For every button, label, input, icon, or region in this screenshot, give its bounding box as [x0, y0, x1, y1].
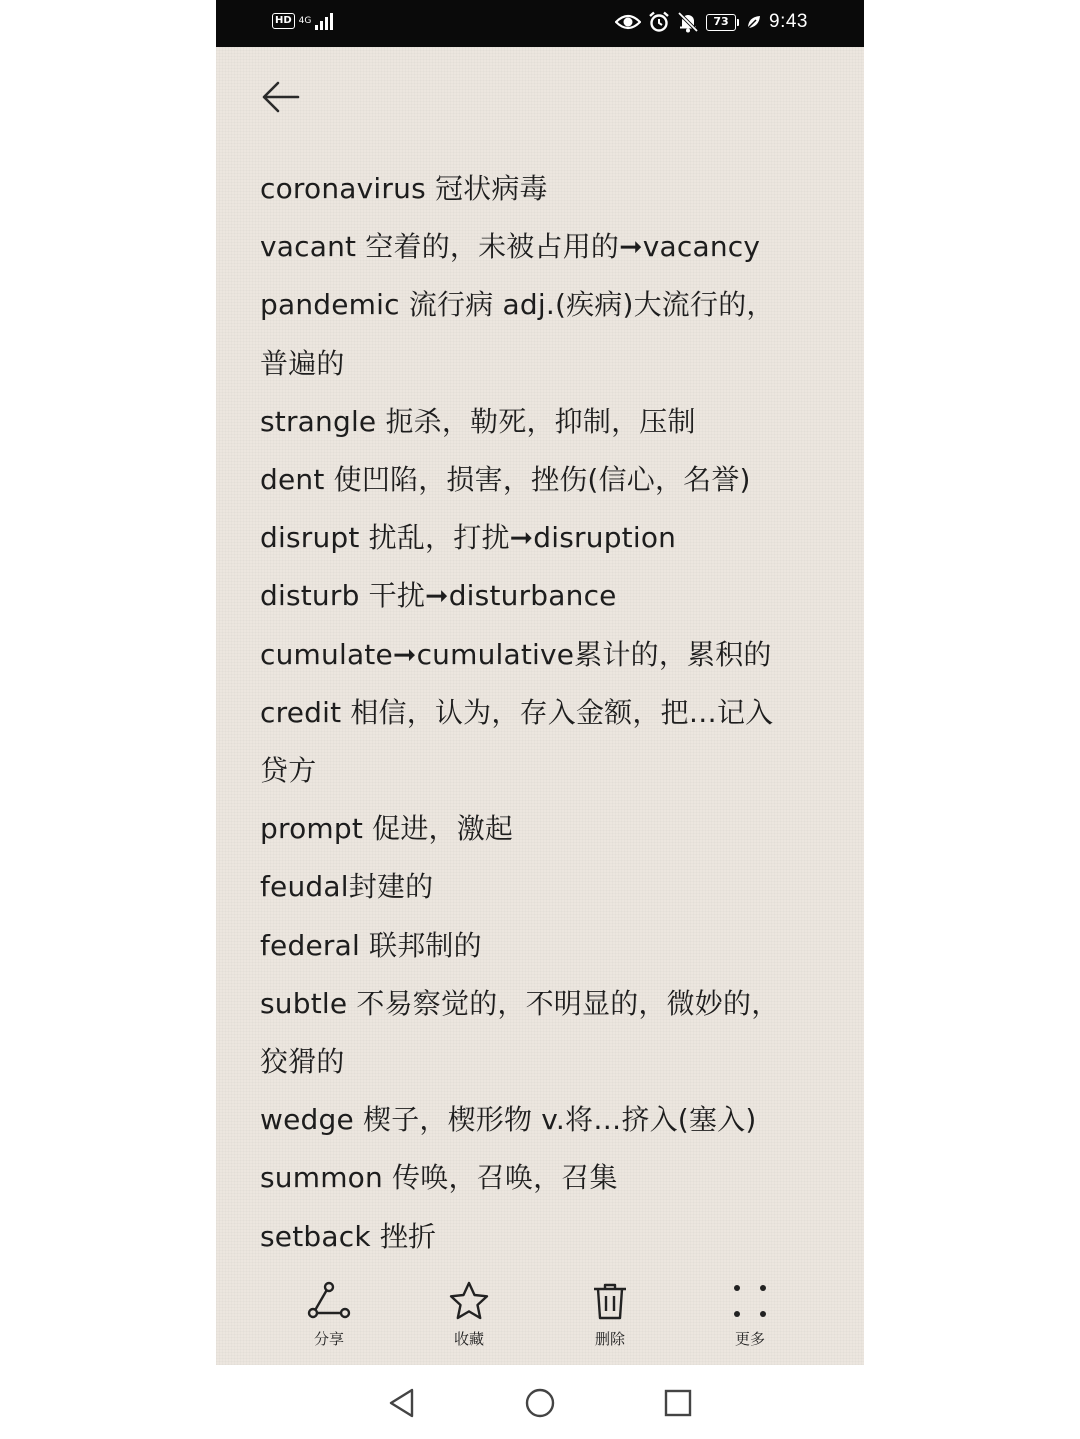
note-line: 狡猾的 [260, 1045, 345, 1079]
note-line: 贷方 [260, 754, 317, 788]
share-icon [307, 1281, 351, 1321]
note-line: federal 联邦制的 [260, 928, 482, 962]
note-line: subtle 不易察觉的，不明显的，微妙的， [260, 986, 780, 1020]
note-line: coronavirus 冠状病毒 [260, 172, 548, 205]
note-content[interactable] [260, 160, 830, 1266]
circle-home-icon [524, 1387, 556, 1419]
square-recents-icon [663, 1388, 693, 1418]
share-label: 分享 [313, 1330, 344, 1348]
favorite-label: 收藏 [453, 1330, 484, 1348]
signal-icon [315, 12, 333, 30]
note-line: cumulate➞cumulative累计的，累积的 [260, 637, 772, 671]
back-button[interactable] [256, 75, 304, 119]
star-icon [448, 1281, 490, 1321]
trash-icon [591, 1281, 629, 1321]
network-type [299, 17, 312, 26]
favorite-button[interactable] [419, 1230, 519, 1365]
battery-tip [737, 19, 739, 26]
mute-bell-icon [677, 11, 699, 33]
note-line: prompt 促进，激起 [260, 812, 514, 846]
nav-back-button[interactable] [378, 1379, 426, 1427]
share-button[interactable] [279, 1230, 379, 1365]
note-line: disrupt 扰乱，打扰➞disruption [260, 521, 677, 555]
triangle-back-icon [387, 1387, 417, 1419]
arrow-left-icon [260, 80, 300, 114]
battery-level: 73 [706, 14, 736, 31]
note-line: disturb 干扰➞disturbance [260, 579, 617, 613]
system-nav-bar [216, 1365, 864, 1439]
note-line: setback 挫折 [260, 1219, 437, 1253]
hd-badge: HD [272, 13, 295, 29]
power-saving-leaf-icon [746, 14, 762, 30]
note-line: feudal封建的 [260, 870, 434, 904]
more-button[interactable] [700, 1230, 800, 1365]
delete-button[interactable] [560, 1230, 660, 1365]
note-line: wedge 楔子，楔形物 v.将…挤入(塞入) [260, 1103, 757, 1137]
network-label: 4G [298, 15, 312, 26]
status-left [272, 12, 333, 30]
note-line: vacant 空着的，未被占用的➞vacancy [260, 230, 761, 264]
status-time: 9:43 [769, 11, 808, 32]
note-line: credit 相信，认为，存入金额，把…记入 [260, 695, 774, 729]
note-line: pandemic 流行病 adj.(疾病)大流行的， [260, 288, 775, 322]
status-right [615, 11, 808, 33]
note-area[interactable] [216, 47, 864, 1365]
eye-comfort-icon [615, 12, 641, 32]
note-line: summon 传唤，召唤，召集 [260, 1161, 618, 1195]
bottom-toolbar [216, 1230, 864, 1365]
delete-label: 删除 [594, 1330, 625, 1348]
note-line: strangle 扼杀，勒死，抑制，压制 [260, 404, 696, 438]
more-dots-icon [732, 1283, 768, 1319]
battery-icon [706, 14, 739, 31]
more-label: 更多 [734, 1330, 765, 1348]
status-bar [216, 0, 864, 47]
phone-screen [216, 0, 864, 1439]
nav-home-button[interactable] [516, 1379, 564, 1427]
alarm-icon [648, 11, 670, 33]
note-line: 普遍的 [260, 346, 345, 380]
nav-recents-button[interactable] [654, 1379, 702, 1427]
note-line: dent 使凹陷，损害，挫伤(信心，名誉) [260, 463, 751, 497]
